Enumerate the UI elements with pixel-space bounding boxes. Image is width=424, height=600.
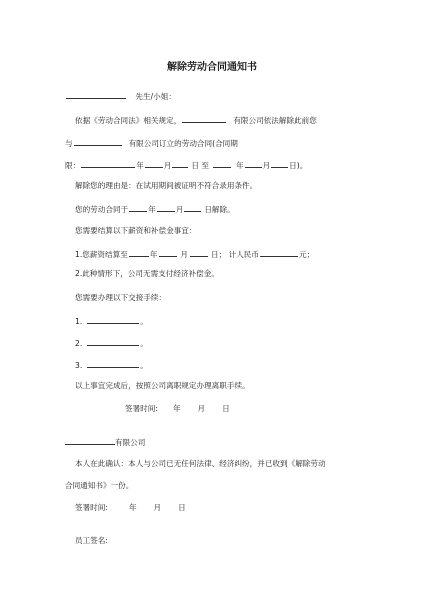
salutation-text: 先生/小姐： [135, 92, 176, 101]
p1-end-year-label: 年 [235, 161, 244, 170]
p1-text-e: 限： [65, 161, 81, 170]
end-year-label: 年 [148, 205, 156, 214]
contract-start-year-blank[interactable] [81, 160, 135, 168]
sign-date-label-1: 签署时间: [125, 404, 158, 413]
settle1-month-label: 月 [180, 250, 188, 259]
employee-sign-date [75, 504, 186, 512]
termination-date-line [75, 204, 235, 214]
end-date-text-a: 您的劳动合同于 [75, 205, 129, 214]
company-sign-date [125, 405, 230, 413]
end-day-blank[interactable] [184, 204, 201, 212]
handover-item-3-blank[interactable] [87, 360, 139, 368]
contract-end-day-blank[interactable] [271, 160, 288, 168]
paragraph-1-line-2 [65, 138, 238, 148]
handover-item-1-blank[interactable] [87, 316, 139, 324]
paragraph-1-line-3 [65, 160, 307, 170]
sign2-month-label: 月 [153, 503, 162, 512]
handover-item-2 [75, 338, 148, 348]
settlement-item-2: 2.此种情形下，公司无需支付经济补偿金。 [75, 269, 219, 278]
salary-month-blank[interactable] [159, 249, 177, 257]
end-year-blank[interactable] [129, 204, 147, 212]
handover-item-1-end: 。 [140, 317, 148, 326]
settle1-text-d: 日； 计人民币 [211, 250, 259, 259]
sign-date-label-2: 签署时间: [75, 503, 108, 512]
settle1-text-e: 元； [298, 250, 315, 259]
paragraph-1-line-1 [75, 115, 317, 125]
handover-item-2-blank[interactable] [87, 338, 139, 346]
handover-item-3-end: 。 [140, 361, 148, 370]
settlement-item-1 [75, 249, 314, 259]
end-month-blank[interactable] [157, 204, 175, 212]
handover-item-1-number: 1. [75, 317, 83, 326]
salutation-line [65, 91, 176, 101]
settlement-heading: 您需要结算以下薪资和补偿金事宜： [75, 226, 197, 235]
sign1-day-label: 日 [222, 404, 230, 413]
closing-text: 以上事宜完成后，按照公司离职规定办理离职手续。 [75, 381, 250, 390]
document-title: 解除劳动合同通知书 [167, 62, 257, 73]
company-suffix: 有限公司 [115, 438, 146, 447]
salary-year-blank[interactable] [129, 249, 149, 257]
sign2-day-label: 日 [178, 503, 186, 512]
end-date-text-d: 日解除。 [204, 205, 235, 214]
p1-end-day-label: 日)。 [289, 161, 308, 170]
p1-text-d: 有限公司订立的劳动合同(合同期 [128, 139, 238, 148]
handover-item-3 [75, 360, 148, 370]
p1-year-label: 年 [136, 161, 144, 170]
recipient-name-blank[interactable] [66, 91, 126, 99]
p1-text-c: 与 [65, 139, 73, 148]
handover-item-1 [75, 316, 148, 326]
contract-end-month-blank[interactable] [245, 160, 262, 168]
confirmation-line-1: 本人在此确认：本人与公司已无任何法律、经济纠纷，并已收到《解除劳动 [75, 459, 326, 468]
handover-item-3-number: 3. [75, 361, 83, 370]
sign2-year-label: 年 [128, 503, 137, 512]
contract-start-month-blank[interactable] [145, 160, 163, 168]
termination-reason: 解除您的理由是：在试用期间被证明不符合录用条件。 [75, 181, 258, 190]
p1-text-b: 有限公司依法解除此前您 [233, 116, 317, 125]
confirmation-line-2: 合同通知书》一份。 [65, 481, 134, 490]
company-name-blank-3[interactable] [65, 437, 115, 445]
company-name-line [65, 437, 145, 447]
company-name-blank-1[interactable] [182, 115, 226, 123]
salary-amount-blank[interactable] [260, 249, 298, 257]
company-name-blank-2[interactable] [74, 138, 122, 146]
contract-end-year-blank[interactable] [213, 160, 231, 168]
p1-month-label: 月 [163, 161, 172, 170]
end-month-label: 月 [175, 205, 184, 214]
settle1-year-label: 年 [149, 250, 158, 259]
p1-text-a: 依据《劳动合同法》相关规定， [75, 116, 182, 125]
salary-day-blank[interactable] [190, 249, 208, 257]
settle1-text-a: 1.您薪资结算至 [75, 250, 128, 259]
handover-item-2-number: 2. [75, 339, 83, 348]
sign1-month-label: 月 [197, 404, 206, 413]
contract-start-day-blank[interactable] [172, 160, 188, 168]
employee-signature-label: 员工签名: [75, 536, 108, 545]
handover-heading: 您需要办理以下交接手续： [75, 293, 167, 302]
p1-day-to-label: 日 至 [191, 161, 209, 170]
sign1-year-label: 年 [172, 404, 181, 413]
p1-end-month-label: 月 [262, 161, 271, 170]
handover-item-2-end: 。 [140, 339, 148, 348]
